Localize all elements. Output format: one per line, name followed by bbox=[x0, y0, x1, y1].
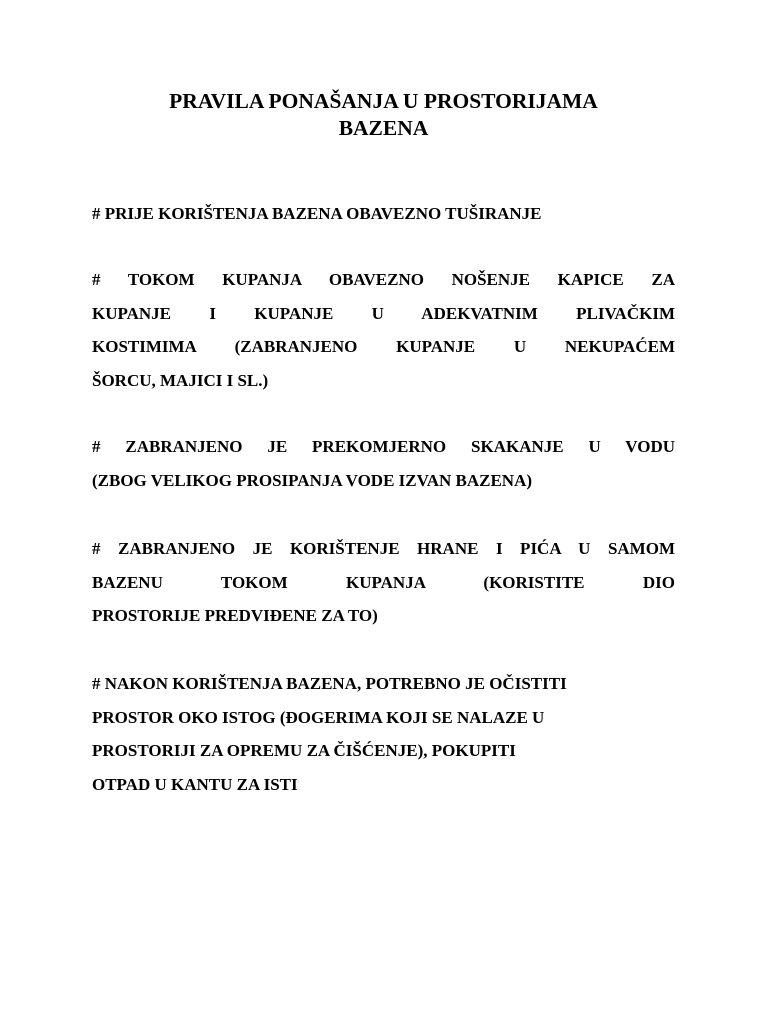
rule-line: PROSTOR OKO ISTOG (ĐOGERIMA KOJI SE NALAZE U bbox=[92, 707, 545, 727]
rule-line: # PRIJE KORIŠTENJA BAZENA OBAVEZNO TUŠIRANJE bbox=[92, 204, 542, 223]
rule-line: KUPANJE I KUPANJE U ADEKVATNIM PLIVAČKIM bbox=[92, 303, 675, 323]
rule-line: KOSTIMIMA (ZABRANJENO KUPANJE U NEKUPAĆEM bbox=[92, 337, 675, 356]
title-line-2: BAZENA bbox=[338, 116, 429, 140]
rule-line: PROSTORIJI ZA OPREMU ZA ČIŠĆENJE), POKUPITI bbox=[92, 741, 516, 760]
title-line-1: PRAVILA PONAŠANJA U PROSTORIJAMA bbox=[169, 89, 598, 113]
rule-line: PROSTORIJE PREDVIĐENE ZA TO) bbox=[92, 606, 378, 625]
rule-line: # TOKOM KUPANJA OBAVEZNO NOŠENJE KAPICE ZA bbox=[92, 270, 675, 289]
rule-no-food-drinks bbox=[92, 532, 675, 633]
rule-line: OTPAD U KANTU ZA ISTI bbox=[92, 774, 298, 794]
page-title bbox=[92, 88, 675, 142]
rule-no-jumping bbox=[92, 430, 675, 497]
rule-swim-cap-and-suit bbox=[92, 263, 675, 397]
rule-line: # ZABRANJENO JE KORIŠTENJE HRANE I PIĆA U SAMOM bbox=[92, 539, 675, 558]
rule-cleaning bbox=[92, 667, 675, 801]
rule-line: (ZBOG VELIKOG PROSIPANJA VODE IZVAN BAZENA) bbox=[92, 470, 533, 490]
rule-line: BAZENU TOKOM KUPANJA (KORISTITE DIO bbox=[92, 572, 675, 592]
rule-line: # ZABRANJENO JE PREKOMJERNO SKAKANJE U VODU bbox=[92, 437, 675, 456]
rule-showering bbox=[92, 197, 675, 231]
rule-line: ŠORCU, MAJICI I SL.) bbox=[92, 370, 269, 390]
rule-line: # NAKON KORIŠTENJA BAZENA, POTREBNO JE OČISTITI bbox=[92, 674, 567, 693]
